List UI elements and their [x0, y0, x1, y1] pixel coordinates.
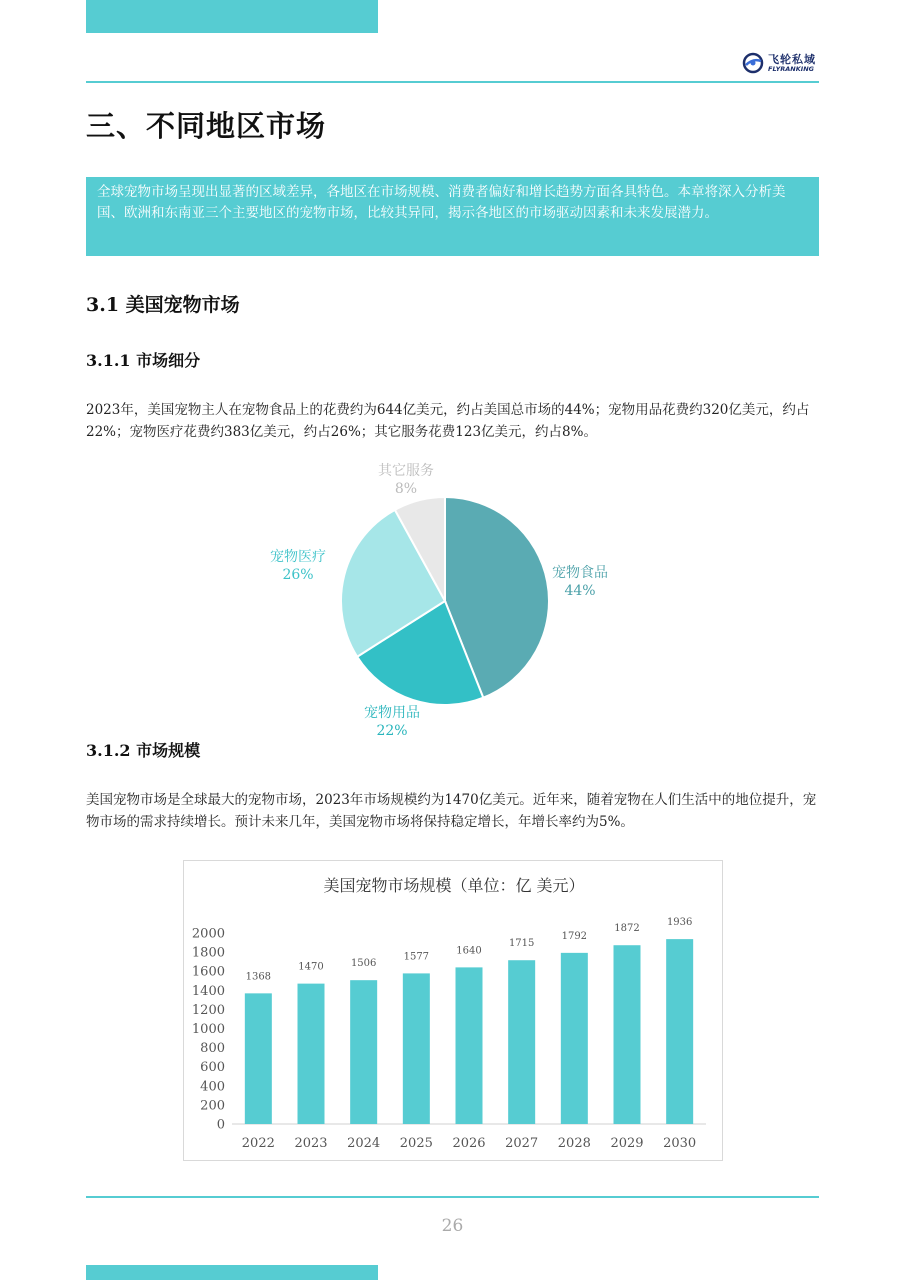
bar-data-label: 1792: [561, 930, 588, 942]
bar-chart-svg: [184, 861, 724, 1162]
header-divider: [86, 81, 819, 83]
pie-label-food-name: 宠物食品: [552, 565, 608, 581]
bar-chart-title: 美国宠物市场规模（单位：亿 美元）: [323, 876, 585, 895]
x-tick-label: 2028: [557, 1136, 591, 1151]
bar-2023: [298, 984, 325, 1124]
subsection-heading-segmentation: 3.1.1 市场细分: [86, 351, 201, 370]
section-heading: 3.1 美国宠物市场: [86, 294, 240, 316]
pie-chart-svg: [250, 458, 650, 748]
x-tick-label: 2022: [241, 1136, 275, 1151]
pie-label-supplies: [364, 704, 420, 740]
pie-chart: [250, 458, 650, 748]
logo-text-en: FLYRANKING: [768, 64, 814, 73]
bar-2026: [456, 967, 483, 1124]
x-tick-label: 2030: [663, 1136, 697, 1151]
bar-2024: [350, 980, 377, 1124]
x-tick-label: 2027: [505, 1136, 539, 1151]
bar-data-label: 1368: [245, 971, 272, 983]
market-size-paragraph: 美国宠物市场是全球最大的宠物市场，2023年市场规模约为1470亿美元。近年来，随着宠物在人们生活中的地位提升，宠物市场的需求持续增长。预计未来几年，美国宠物市场将保持稳定增长，年增长率约为5%。: [86, 792, 817, 830]
y-tick-label: 1600: [191, 964, 225, 980]
pie-label-other: [378, 462, 434, 498]
pie-label-food-value: 44%: [564, 583, 596, 599]
segmentation-paragraph: 2023年，美国宠物主人在宠物食品上的花费约为644亿美元，约占美国总市场的44%；宠物用品花费约320亿美元，约占22%；宠物医疗花费约383亿美元，约占26%；其它服务花费123亿美元，约占8%。: [86, 402, 810, 440]
pie-label-medical: [270, 548, 326, 584]
logo-text-cn: 飞轮私域: [768, 52, 816, 66]
y-tick-label: 2000: [191, 926, 225, 942]
bar-data-label: 1470: [298, 961, 324, 973]
bar-data-label: 1577: [403, 951, 430, 963]
bar-chart: [183, 860, 723, 1161]
bar-data-label: 1936: [666, 917, 693, 929]
bar-data-label: 1506: [350, 958, 377, 970]
y-tick-label: 800: [200, 1041, 225, 1057]
header-accent-bar: [86, 0, 378, 33]
subsection-heading-size: 3.1.2 市场规模: [86, 741, 201, 760]
x-tick-label: 2025: [399, 1136, 433, 1151]
bar-data-label: 1640: [456, 945, 482, 957]
pie-label-medical-name: 宠物医疗: [270, 549, 326, 565]
bar-2028: [561, 953, 588, 1124]
pie-label-other-value: 8%: [394, 481, 418, 497]
bar-2030: [666, 939, 693, 1124]
y-tick-label: 200: [200, 1098, 225, 1114]
y-tick-label: 1000: [191, 1022, 225, 1037]
y-tick-label: 1800: [191, 945, 225, 961]
bar-2029: [614, 945, 641, 1124]
chapter-title: 三、不同地区市场: [86, 109, 327, 143]
x-tick-label: 2029: [610, 1136, 644, 1151]
y-tick-label: 0: [216, 1117, 225, 1133]
pie-label-supplies-name: 宠物用品: [364, 705, 420, 721]
brand-logo: [742, 52, 816, 74]
y-tick-label: 400: [200, 1079, 225, 1095]
bar-data-label: 1715: [508, 938, 535, 950]
pie-label-food: [552, 564, 608, 600]
bar-2027: [508, 960, 535, 1124]
footer-accent-bar: [86, 1265, 378, 1280]
bar-data-label: 1872: [614, 923, 640, 935]
page-number: 26: [441, 1216, 464, 1236]
pie-label-medical-value: 26%: [282, 567, 314, 583]
bar-2022: [245, 993, 272, 1124]
footer-divider: [86, 1196, 819, 1198]
pie-label-other-name: 其它服务: [378, 463, 434, 479]
x-tick-label: 2023: [294, 1136, 328, 1151]
x-tick-label: 2026: [452, 1136, 486, 1151]
y-tick-label: 1200: [191, 1002, 225, 1018]
x-tick-label: 2024: [347, 1136, 381, 1151]
logo-icon: [742, 52, 764, 74]
bar-2025: [403, 973, 430, 1124]
intro-callout: 全球宠物市场呈现出显著的区域差异，各地区在市场规模、消费者偏好和增长趋势方面各具特色。本章将深入分析美国、欧洲和东南亚三个主要地区的宠物市场，比较其异同，揭示各地区的市场驱动因素和未来发展潜力。: [86, 177, 819, 256]
pie-label-supplies-value: 22%: [376, 723, 408, 739]
y-tick-label: 1400: [191, 983, 225, 999]
y-tick-label: 600: [200, 1060, 225, 1076]
